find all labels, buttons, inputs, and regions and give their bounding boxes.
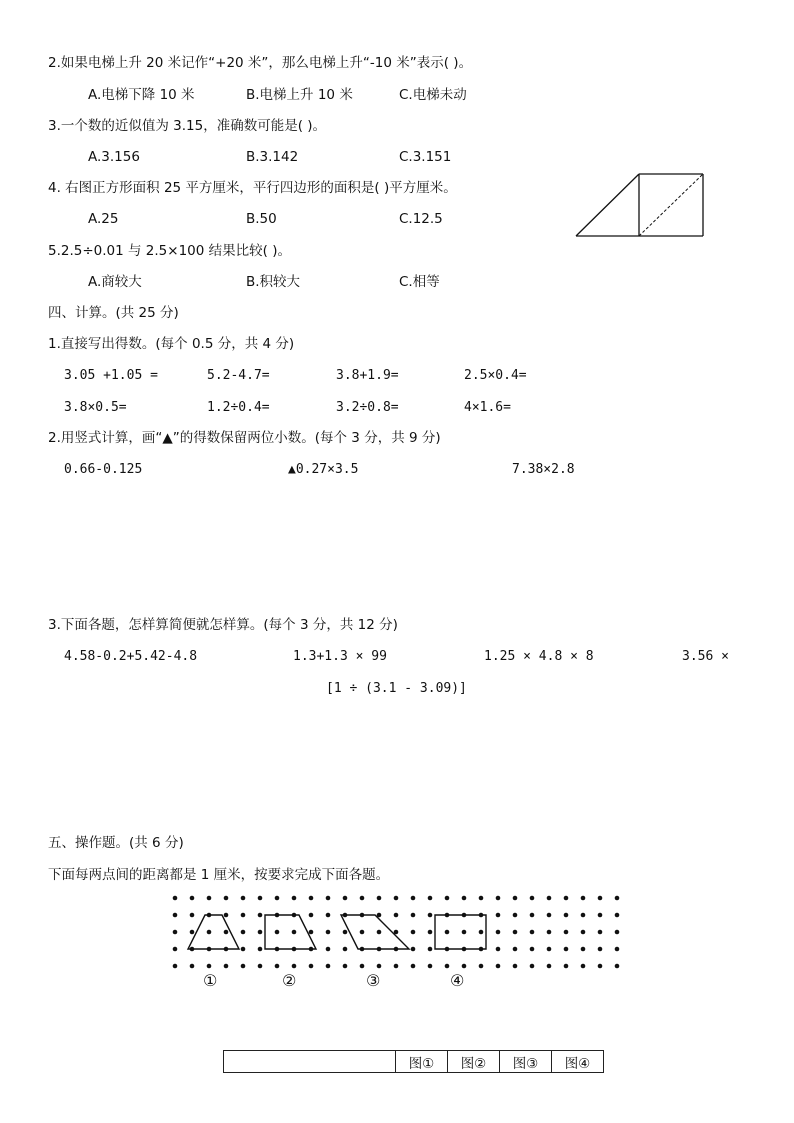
figure-1-trapezoid: [188, 915, 239, 949]
q2-option-a: A.电梯下降 10 米: [88, 87, 195, 103]
grid-dot: [173, 896, 178, 901]
vertical-calc-item: 0.66-0.125: [64, 462, 143, 477]
grid-dot: [547, 964, 552, 969]
grid-dot: [207, 964, 212, 969]
grid-dot: [275, 930, 280, 935]
grid-dot: [428, 964, 433, 969]
q3-stem: 3.一个数的近似值为 3.15，准确数可能是( )。: [48, 118, 327, 134]
grid-dot: [530, 896, 535, 901]
grid-dot: [343, 947, 348, 952]
grid-dot: [173, 913, 178, 918]
grid-dot: [530, 913, 535, 918]
figure-label-1: ①: [203, 971, 218, 990]
q5-stem: 5.2.5÷0.01 与 2.5×100 结果比较( )。: [48, 243, 291, 259]
section4-part3-title: 3.下面各题，怎样算简便就怎样算。(每个 3 分，共 12 分): [48, 617, 398, 633]
q5-option-c: C.相等: [399, 274, 440, 290]
grid-dot: [258, 947, 263, 952]
answer-table-label-cell[interactable]: [224, 1051, 396, 1073]
grid-dot: [411, 964, 416, 969]
answer-table-header-3: 图③: [500, 1051, 552, 1073]
figure-label-2: ②: [282, 971, 297, 990]
q3-option-b: B.3.142: [246, 149, 299, 165]
grid-dot: [241, 896, 246, 901]
q4-option-b: B.50: [246, 211, 277, 227]
grid-dot: [309, 896, 314, 901]
grid-dot: [309, 930, 314, 935]
grid-dot: [598, 947, 603, 952]
answer-table-header-2: 图②: [448, 1051, 500, 1073]
grid-dot: [615, 947, 620, 952]
grid-dot: [343, 930, 348, 935]
grid-dot: [598, 964, 603, 969]
grid-dot: [326, 930, 331, 935]
vertical-calc-item: 7.38×2.8: [512, 462, 575, 477]
section5-title: 五、操作题。(共 6 分): [48, 835, 184, 851]
square-parallelogram-figure: [575, 172, 705, 238]
grid-dot: [496, 964, 501, 969]
grid-dot: [360, 930, 365, 935]
grid-dot: [275, 896, 280, 901]
grid-dot: [173, 964, 178, 969]
grid-dot: [462, 896, 467, 901]
grid-dot: [292, 930, 297, 935]
calc-item: 3.2÷0.8=: [336, 400, 399, 415]
grid-dot: [547, 896, 552, 901]
grid-dot: [615, 964, 620, 969]
answer-table: [223, 1050, 604, 1073]
grid-dot: [309, 913, 314, 918]
grid-dot: [462, 930, 467, 935]
grid-dot: [326, 964, 331, 969]
grid-dot: [411, 896, 416, 901]
grid-dot: [615, 913, 620, 918]
grid-dot: [581, 964, 586, 969]
grid-dot: [190, 964, 195, 969]
calc-item: 5.2-4.7=: [207, 368, 270, 383]
grid-dot: [513, 930, 518, 935]
grid-dot: [564, 964, 569, 969]
answer-table-header-1: 图①: [396, 1051, 448, 1073]
grid-dot: [173, 947, 178, 952]
simplify-item: 3.56 ×: [682, 649, 729, 664]
simplify-item: 1.25 × 4.8 × 8: [484, 649, 594, 664]
grid-dot: [479, 930, 484, 935]
grid-dot: [258, 930, 263, 935]
grid-dot: [360, 964, 365, 969]
calc-item: 2.5×0.4=: [464, 368, 527, 383]
grid-dot: [241, 930, 246, 935]
vertical-calc-item: ▲0.27×3.5: [288, 462, 359, 477]
grid-dot: [224, 930, 229, 935]
grid-dot: [292, 964, 297, 969]
grid-dot: [513, 896, 518, 901]
q5-option-a: A.商较大: [88, 274, 142, 290]
q2-option-c: C.电梯未动: [399, 87, 467, 103]
grid-dot: [326, 896, 331, 901]
calc-item: 3.8+1.9=: [336, 368, 399, 383]
grid-dot: [207, 896, 212, 901]
grid-dot: [496, 913, 501, 918]
grid-dot: [513, 947, 518, 952]
grid-dot: [598, 896, 603, 901]
grid-dot: [496, 947, 501, 952]
section4-part2-title: 2.用竖式计算，画“▲”的得数保留两位小数。(每个 3 分，共 9 分): [48, 430, 441, 446]
grid-dot: [411, 913, 416, 918]
grid-dot: [190, 913, 195, 918]
grid-dot: [224, 964, 229, 969]
grid-dot: [530, 947, 535, 952]
grid-dot: [292, 896, 297, 901]
grid-dot: [428, 896, 433, 901]
grid-dot: [581, 913, 586, 918]
simplify-item-wrap: [1 ÷ (3.1 - 3.09)]: [326, 681, 467, 696]
grid-dot: [479, 964, 484, 969]
calc-item: 4×1.6=: [464, 400, 511, 415]
calc-item: 3.8×0.5=: [64, 400, 127, 415]
q2-stem: 2.如果电梯上升 20 米记作“+20 米”，那么电梯上升“-10 米”表示( )。: [48, 55, 473, 71]
figure-label-4: ④: [450, 971, 465, 990]
grid-dot: [564, 947, 569, 952]
grid-dot: [462, 964, 467, 969]
q3-option-c: C.3.151: [399, 149, 452, 165]
section5-description: 下面每两点间的距离都是 1 厘米，按要求完成下面各题。: [48, 867, 390, 883]
grid-dot: [445, 964, 450, 969]
grid-dot: [428, 913, 433, 918]
grid-dot: [530, 930, 535, 935]
figure-dashed-diagonal: [639, 174, 703, 236]
simplify-item: 4.58-0.2+5.42-4.8: [64, 649, 198, 664]
grid-dot: [258, 913, 263, 918]
grid-dot: [581, 896, 586, 901]
grid-dot: [360, 896, 365, 901]
figure-3-parallelogram: [341, 915, 409, 949]
calc-item: 3.05 +1.05 =: [64, 368, 158, 383]
grid-dot: [241, 947, 246, 952]
grid-dot: [581, 947, 586, 952]
grid-dot: [598, 930, 603, 935]
grid-dot: [326, 913, 331, 918]
grid-dot: [445, 930, 450, 935]
grid-dot: [411, 947, 416, 952]
dot-grid: [170, 893, 630, 971]
q4-option-a: A.25: [88, 211, 119, 227]
q5-option-b: B.积较大: [246, 274, 301, 290]
figure-2-trapezoid: [265, 915, 316, 949]
calc-item: 1.2÷0.4=: [207, 400, 270, 415]
grid-dot: [581, 930, 586, 935]
grid-dot: [547, 913, 552, 918]
grid-dot: [598, 913, 603, 918]
grid-dot: [394, 896, 399, 901]
grid-dot: [343, 896, 348, 901]
grid-dot: [309, 964, 314, 969]
grid-dot: [615, 930, 620, 935]
grid-dot: [564, 896, 569, 901]
grid-dot: [394, 964, 399, 969]
grid-dot: [343, 964, 348, 969]
section4-title: 四、计算。(共 25 分): [48, 305, 179, 321]
figure-outline: [576, 174, 639, 236]
grid-dot: [377, 896, 382, 901]
grid-dot: [190, 930, 195, 935]
q2-option-b: B.电梯上升 10 米: [246, 87, 353, 103]
grid-dot: [428, 947, 433, 952]
grid-dot: [530, 964, 535, 969]
grid-dot: [241, 964, 246, 969]
grid-dot: [394, 913, 399, 918]
grid-dot: [411, 930, 416, 935]
grid-dot: [496, 930, 501, 935]
figure-4-rectangle: [435, 915, 486, 949]
figure-label-3: ③: [366, 971, 381, 990]
grid-dot: [564, 913, 569, 918]
grid-dot: [275, 964, 280, 969]
grid-dot: [445, 896, 450, 901]
grid-dot: [564, 930, 569, 935]
grid-dot: [479, 896, 484, 901]
grid-dot: [513, 913, 518, 918]
q4-stem: 4. 右图正方形面积 25 平方厘米，平行四边形的面积是( )平方厘米。: [48, 180, 457, 196]
grid-dot: [428, 930, 433, 935]
answer-table-header-4: 图④: [552, 1051, 604, 1073]
grid-dot: [326, 947, 331, 952]
grid-dot: [190, 896, 195, 901]
grid-dot: [173, 930, 178, 935]
grid-dot: [615, 896, 620, 901]
grid-dot: [377, 930, 382, 935]
grid-dot: [241, 913, 246, 918]
simplify-item: 1.3+1.3 × 99: [293, 649, 387, 664]
grid-dot: [513, 964, 518, 969]
grid-dot: [496, 896, 501, 901]
grid-dot: [547, 947, 552, 952]
grid-dot: [547, 930, 552, 935]
q3-option-a: A.3.156: [88, 149, 140, 165]
grid-dot: [224, 896, 229, 901]
grid-dot: [258, 964, 263, 969]
grid-dot: [377, 964, 382, 969]
grid-dot: [207, 930, 212, 935]
grid-dot: [258, 896, 263, 901]
section4-part1-title: 1.直接写出得数。(每个 0.5 分，共 4 分): [48, 336, 295, 352]
grid-dot: [224, 913, 229, 918]
q4-option-c: C.12.5: [399, 211, 443, 227]
